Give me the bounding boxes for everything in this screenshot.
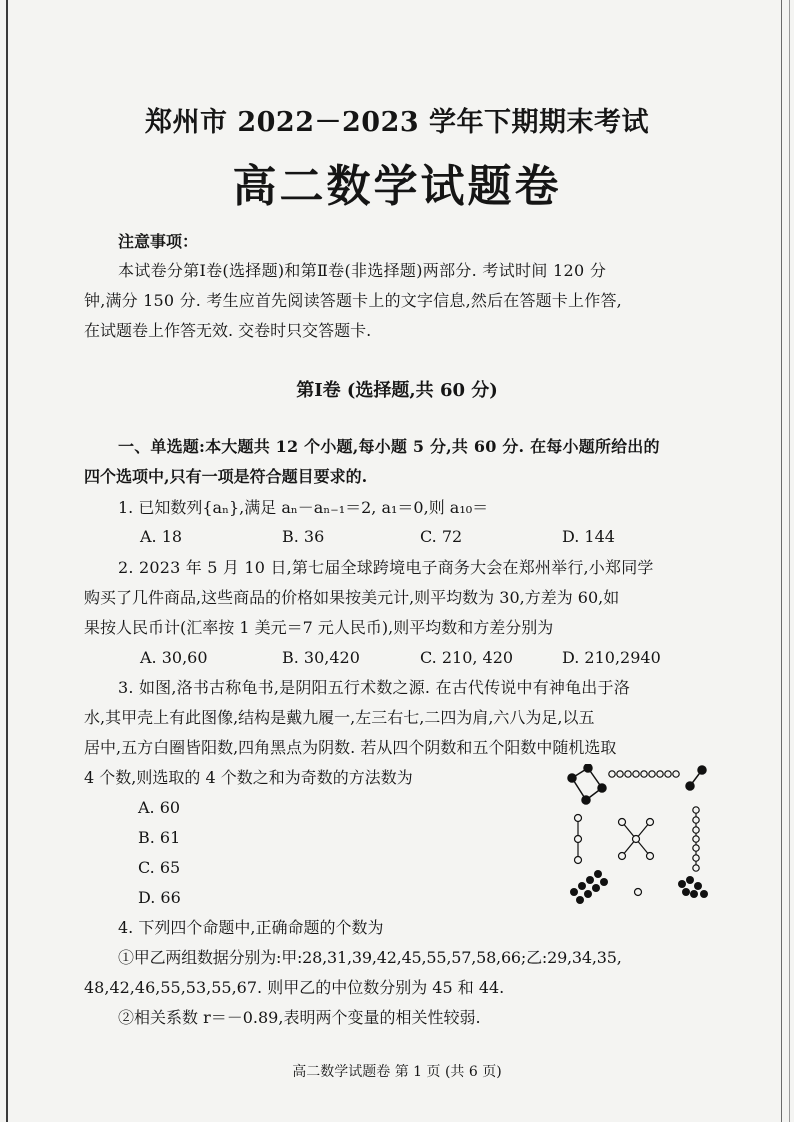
option-c: C. 210, 420	[420, 648, 514, 667]
option-b: B. 61	[138, 828, 181, 847]
question-4-item: ②相关系数 r＝－0.89,表明两个变量的相关性较弱.	[118, 1008, 481, 1027]
question-4-item: 48,42,46,55,53,55,67. 则甲乙的中位数分别为 45 和 44.	[84, 978, 505, 997]
option-a: A. 30,60	[140, 648, 208, 667]
option-c: C. 72	[420, 527, 463, 546]
question-3-stem: 4 个数,则选取的 4 个数之和为奇数的方法数为	[84, 768, 413, 787]
section-intro: 一、单选题:本大题共 12 个小题,每小题 5 分,共 60 分. 在每小题所给出的	[118, 437, 660, 456]
question-2-stem: 购买了几件商品,这些商品的价格如果按美元计,则平均数为 30,方差为 60,如	[84, 588, 620, 607]
option-d: D. 210,2940	[562, 648, 661, 667]
question-3-stem: 3. 如图,洛书古称龟书,是阴阳五行术数之源. 在古代传说中有神龟出于洛	[118, 678, 630, 697]
luoshu-diagram-icon	[562, 764, 722, 914]
notice-line: 本试卷分第Ⅰ卷(选择题)和第Ⅱ卷(非选择题)两部分. 考试时间 120 分	[118, 261, 607, 280]
paper-title: 高二数学试题卷	[232, 161, 562, 212]
section-intro: 四个选项中,只有一项是符合题目要求的.	[84, 467, 368, 486]
question-4-item: ①甲乙两组数据分别为:甲:28,31,39,42,45,55,57,58,66;乙:29,34,35,	[118, 948, 622, 967]
option-b: B. 30,420	[282, 648, 360, 667]
question-3-stem: 水,其甲壳上有此图像,结构是戴九履一,左三右七,二四为肩,六八为足,以五	[84, 708, 595, 727]
page-footer: 高二数学试题卷 第 1 页 (共 6 页)	[292, 1064, 502, 1080]
exam-title: 郑州市 2022－2023 学年下期期末考试	[144, 107, 650, 138]
option-d: D. 66	[138, 888, 181, 907]
option-b: B. 36	[282, 527, 325, 546]
section-heading: 第Ⅰ卷 (选择题,共 60 分)	[296, 380, 498, 401]
option-d: D. 144	[562, 527, 615, 546]
question-1-stem: 1. 已知数列{aₙ},满足 aₙ－aₙ₋₁＝2, a₁＝0,则 a₁₀＝	[118, 498, 489, 517]
question-3-stem: 居中,五方白圈皆阳数,四角黑点为阴数. 若从四个阴数和五个阳数中随机选取	[84, 738, 617, 757]
option-a: A. 18	[140, 527, 183, 546]
notice-heading: 注意事项：	[118, 232, 199, 251]
option-c: C. 65	[138, 858, 181, 877]
notice-line: 钟,满分 150 分. 考生应首先阅读答题卡上的文字信息,然后在答题卡上作答,	[84, 291, 622, 310]
option-a: A. 60	[138, 798, 181, 817]
notice-line: 在试题卷上作答无效. 交卷时只交答题卡.	[84, 321, 372, 340]
question-2-stem: 果按人民币计(汇率按 1 美元＝7 元人民币),则平均数和方差分别为	[84, 618, 554, 637]
question-2-stem: 2. 2023 年 5 月 10 日,第七届全球跨境电子商务大会在郑州举行,小郑同学	[118, 558, 654, 577]
question-4-stem: 4. 下列四个命题中,正确命题的个数为	[118, 918, 384, 937]
